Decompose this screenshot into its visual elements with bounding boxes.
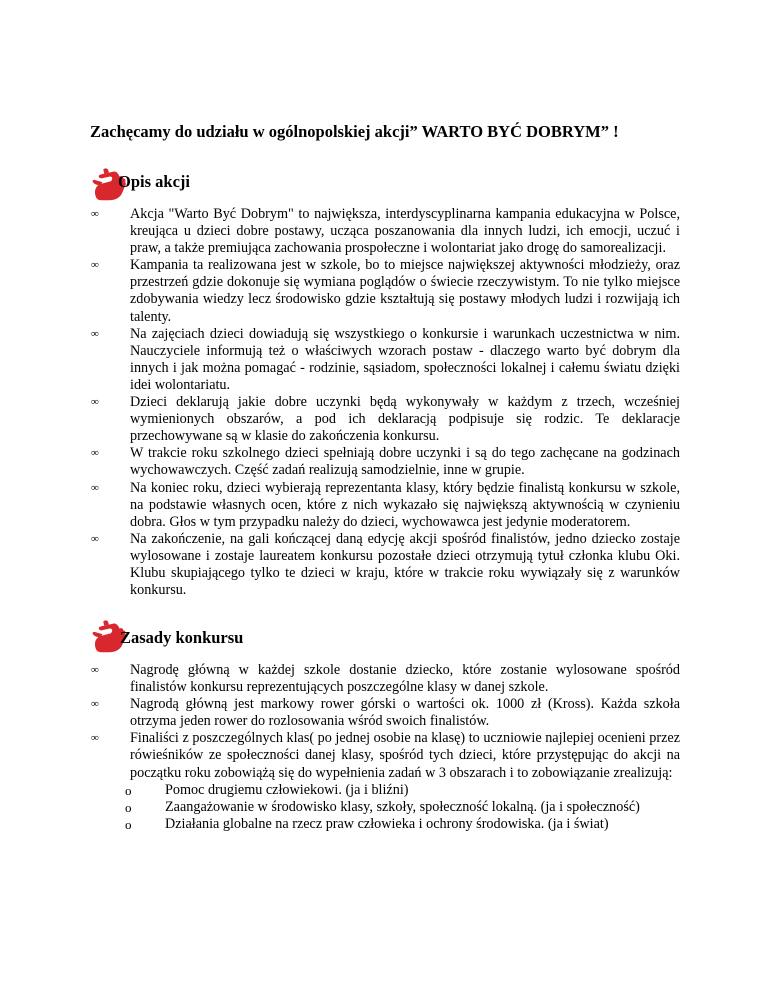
- section-zasady-konkursu: [90, 618, 680, 833]
- list-item: ∞ Na zajęciach dzieci dowiadują się wszystkiego o konkursie i warunkach uczestnictwa w nim. Nauczyciele informują też o właściwych wzorach postaw - dlaczego warto być dobrym dla innych i jak można pomagać - rodzinie, sąsiadom, społeczności lokalnej i całemu światu dzięki idei wolontariatu.: [91, 325, 680, 393]
- circle-bullet-icon: o: [125, 782, 132, 798]
- infinity-bullet-icon: ∞: [91, 481, 99, 494]
- sub-list-item: o Pomoc drugiemu człowiekowi. (ja i bliźni): [125, 781, 409, 798]
- infinity-bullet-icon: ∞: [91, 698, 99, 711]
- section-heading: [90, 618, 680, 662]
- list-item: ∞ Nagrodę główną w każdej szkole dostanie dziecko, które zostanie wylosowane spośród finalistów konkursu reprezentujących poszczególne klasy w danej szkole.: [91, 662, 680, 696]
- document-title: Zachęcamy do udziału w ogólnopolskiej akcji” WARTO BYĆ DOBRYM” !: [90, 122, 619, 141]
- circle-bullet-icon: o: [125, 799, 132, 815]
- infinity-bullet-icon: ∞: [91, 447, 99, 460]
- infinity-bullet-icon: ∞: [91, 259, 99, 272]
- infinity-bullet-icon: ∞: [91, 208, 99, 220]
- list-item: ∞ Dzieci deklarują jakie dobre uczynki będą wykonywały w każdym z trzech, wcześniej wymienionych obszarów, a pod ich deklaracją podpisuje się rodzic. Te deklaracje przechowywane są w klasie do zakończenia konkursu.: [91, 394, 680, 445]
- list-item: ∞ Akcja "Warto Być Dobrym" to największa, interdyscyplinarna kampania edukacyjna w Polsce, kreująca u dzieci dobre postawy, ucząca poszanowania dla innych ludzi, ich emocji, uczuć i praw, a także premiująca zachowania prospołeczne i wolontariat jako drogę do samorealizacji.: [91, 206, 680, 257]
- infinity-bullet-icon: ∞: [91, 327, 99, 340]
- sub-list: [125, 781, 680, 833]
- infinity-bullet-icon: ∞: [91, 396, 99, 409]
- section-heading: [90, 166, 680, 206]
- list-item: ∞ Nagrodą główną jest markowy rower górski o wartości ok. 1000 zł (Kross). Każda szkoła otrzyma jeden rower do rozlosowania wśród swoich finalistów.: [91, 696, 680, 730]
- bullet-list: [90, 206, 680, 599]
- list-item: ∞ W trakcie roku szkolnego dzieci spełniają dobre uczynki i są do tego zachęcane na godzinach wychowawczych. Część zadań realizują samodzielnie, inne w grupie.: [91, 445, 680, 479]
- sub-list-item: o Działania globalne na rzecz praw człowieka i ochrony środowiska. (ja i świat): [125, 815, 609, 832]
- bullet-list: [90, 662, 680, 833]
- list-item: ∞ Na koniec roku, dzieci wybierają reprezentanta klasy, który będzie finalistą konkursu w szkole, na podstawie własnych ocen, które z nich wykazało się największą aktywnością w czynieniu dobra. Głos w tym przypadku należy do dzieci, wychowawca jest jedynie moderatorem.: [91, 479, 680, 530]
- infinity-bullet-icon: ∞: [91, 664, 99, 676]
- section-title: Opis akcji: [118, 172, 190, 191]
- list-item: ∞ Kampania ta realizowana jest w szkole, bo to miejsce największej aktywności młodzieży, oraz przestrzeń gdzie dokonuje się wymiana poglądów o świecie rzeczywistym. To nie tylko miejsce zdobywania wiedzy lecz środowisko gdzie kształtują się postawy młodych ludzi i rozwijają ich talenty.: [91, 257, 680, 325]
- sub-list-item: o Zaangażowanie w środowisko klasy, szkoły, społeczność lokalną. (ja i społeczność): [125, 798, 640, 815]
- list-item: ∞ Finaliści z poszczególnych klas( po jednej osobie na klasę) to uczniowie najlepiej ocenieni przez rówieśników ze społeczności danej klasy, spośród tych dzieci, które przystępując do akcji na początku roku zobowiążą się do wypełnienia zadań w 3 obszarach i to zobowiązanie zrealizują: o Pomoc drugiemu człowiekowi. (ja i bliźni) o Zaangażowanie w środowisko klasy, szkoły, społeczność lokalną. (ja i społeczność) o Działania globalne na rzecz praw człowieka i ochrony środowiska. (ja i świat): [91, 730, 680, 832]
- section-title: Zasady konkursu: [120, 628, 244, 647]
- infinity-bullet-icon: ∞: [91, 532, 99, 545]
- list-item: ∞ Na zakończenie, na gali kończącej daną edycję akcji spośród finalistów, jedno dziecko zostaje wylosowane i zostaje laureatem konkursu pozostałe dzieci otrzymują tytuł członka klubu Oki. Klubu skupiającego tylko te dzieci w kraju, które w trakcie roku wywiązały się z warunków konkursu.: [91, 530, 680, 599]
- infinity-bullet-icon: ∞: [91, 732, 99, 745]
- circle-bullet-icon: o: [125, 816, 132, 832]
- section-opis-akcji: [90, 166, 680, 599]
